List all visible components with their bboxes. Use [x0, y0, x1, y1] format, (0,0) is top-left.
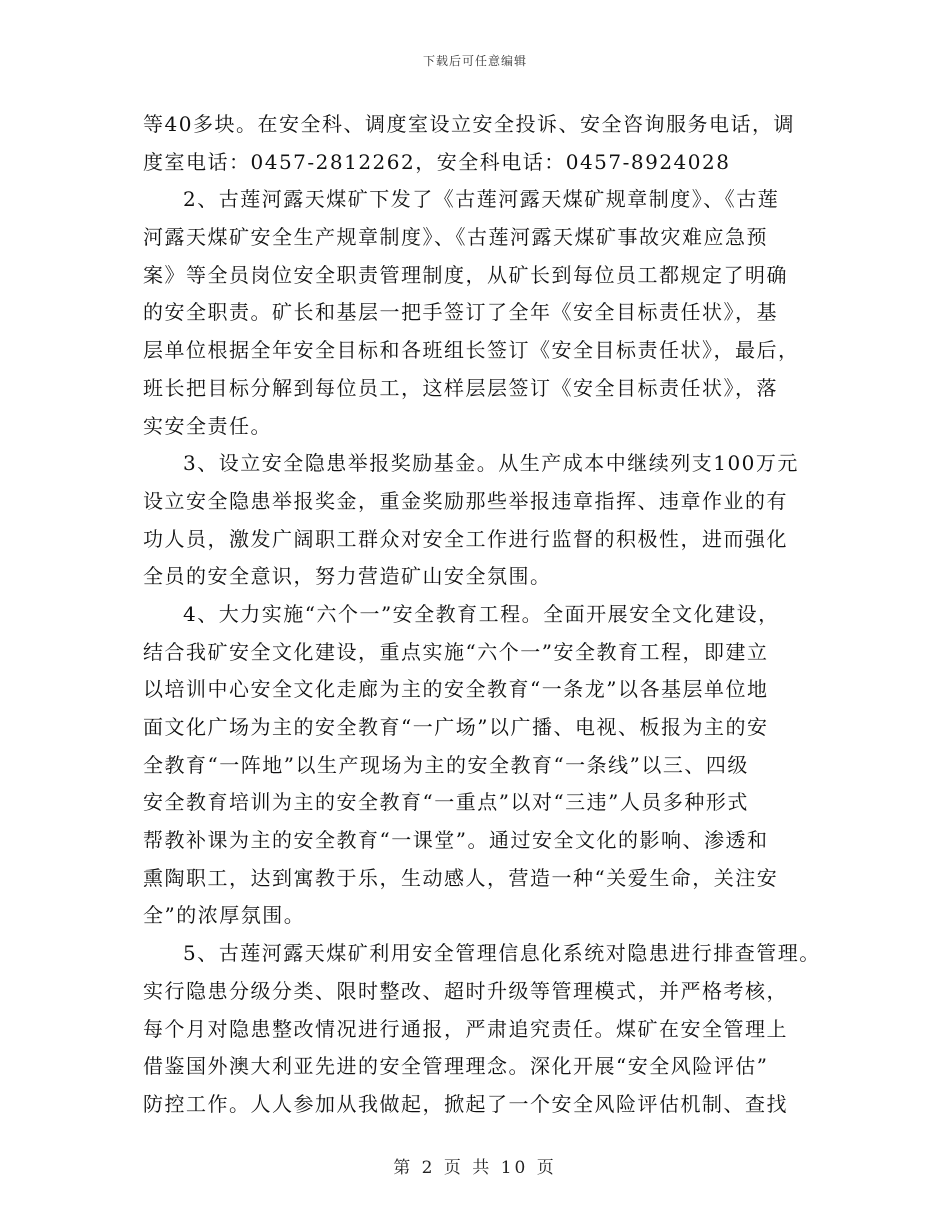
- paragraph-start-line: 2、古莲河露天煤矿下发了《古莲河露天煤矿规章制度》、《古莲: [183, 187, 780, 212]
- paragraph-start-line: 3、设立安全隐患举报奖励基金。从生产成本中继续列支100万元: [183, 451, 799, 476]
- text-line: 熏陶职工，达到寓教于乐，生动感人，营造一种“关爱生命，关注安: [143, 865, 779, 890]
- text-line: 每个月对隐患整改情况进行通报，严肃追究责任。煤矿在安全管理上: [143, 1016, 788, 1041]
- text-line: 实安全责任。: [143, 413, 272, 438]
- text-line: 结合我矿安全文化建设，重点实施“六个一”安全教育工程，即建立: [143, 639, 769, 664]
- paragraph-start-line: 5、古莲河露天煤矿利用安全管理信息化系统对隐患进行排查管理。: [183, 941, 821, 966]
- text-line: 全员的安全意识，努力营造矿山安全氛围。: [143, 564, 552, 589]
- page-header: 下载后可任意编辑: [422, 54, 527, 68]
- text-line: 全教育“一阵地”以生产现场为主的安全教育“一条线”以三、四级: [143, 752, 749, 777]
- text-line: 等40多块。在安全科、调度室设立安全投诉、安全咨询服务电话，调: [143, 112, 795, 136]
- text-line: 以培训中心安全文化走廊为主的安全教育“一条龙”以各基层单位地: [143, 677, 769, 702]
- body-text: [143, 106, 833, 1124]
- text-line: 河露天煤矿安全生产规章制度》、《古莲河露天煤矿事故灾难应急预: [143, 225, 768, 250]
- text-line: 班长把目标分解到每位员工，这样层层签订《安全目标责任状》，落: [143, 375, 778, 400]
- text-line: 功人员，激发广阔职工群众对安全工作进行监督的积极性，进而强化: [143, 526, 788, 551]
- paragraph-start-line: 4、大力实施“六个一”安全教育工程。全面开展安全文化建设，: [183, 601, 780, 626]
- text-line: 面文化广场为主的安全教育“一广场”以广播、电视、板报为主的安: [143, 715, 769, 739]
- text-line: 全”的浓厚氛围。: [143, 903, 306, 928]
- text-line: 实行隐患分级分类、限时整改、超时升级等管理模式，并严格考核，: [143, 978, 788, 1003]
- text-line: 安全教育培训为主的安全教育“一重点”以对“三违”人员多种形式: [143, 790, 749, 815]
- page-footer: 第 2 页 共 10 页: [393, 1158, 557, 1178]
- text-line: 层单位根据全年安全目标和各班组长签订《安全目标责任状》，最后，: [143, 338, 800, 363]
- text-line: 防控工作。人人参加从我做起，掀起了一个安全风险评估机制、查找: [143, 1091, 788, 1116]
- text-line: 的安全职责。矿长和基层一把手签订了全年《安全目标责任状》，基: [143, 300, 778, 325]
- text-line: 度室电话：0457-2812262，安全科电话：0457-8924028: [143, 149, 731, 174]
- text-line: 设立安全隐患举报奖金，重金奖励那些举报违章指挥、违章作业的有: [143, 488, 788, 513]
- text-line: 借鉴国外澳大利亚先进的安全管理理念。深化开展“安全风险评估”: [143, 1054, 769, 1079]
- text-line: 帮教补课为主的安全教育“一课堂”。通过安全文化的影响、渗透和: [143, 828, 769, 853]
- text-line: 案》等全员岗位安全职责管理制度，从矿长到每位员工都规定了明确: [143, 262, 788, 287]
